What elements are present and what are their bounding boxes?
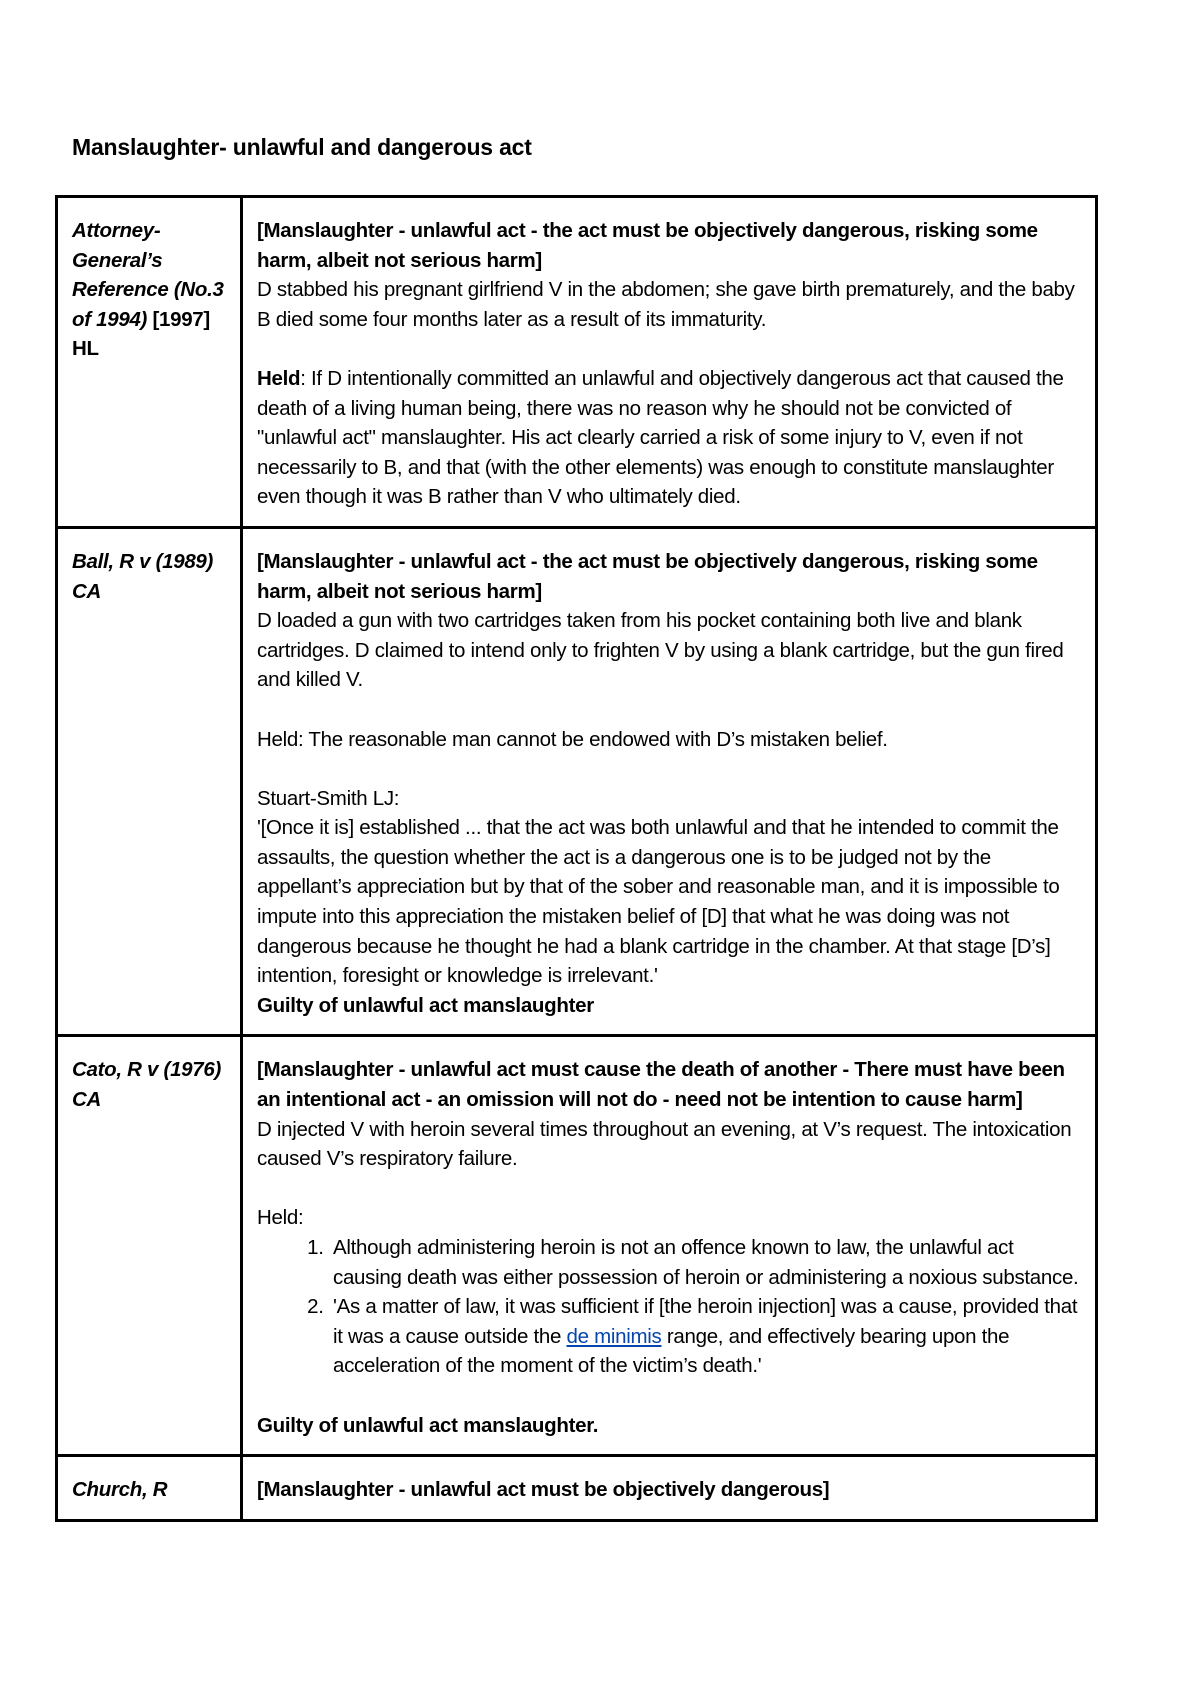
table-row (57, 197, 1097, 528)
case-detail-cell (242, 1036, 1097, 1456)
case-facts: D loaded a gun with two cartridges taken from his pocket containing both live and blank cartridges. D claimed to intend only to frighten V by using a blank cartridge, but the gun fired and killed V. (257, 609, 1064, 692)
judge-name: Stuart-Smith LJ: (257, 786, 400, 810)
case-heading: [Manslaughter - unlawful act must be objectively dangerous] (257, 1478, 830, 1502)
case-facts: D injected V with heroin several times throughout an evening, at V’s request. The intoxication caused V’s respiratory failure. (257, 1117, 1072, 1171)
case-verdict: Guilty of unlawful act manslaughter (257, 993, 594, 1017)
case-name: Ball, R v (1989) CA (72, 549, 214, 603)
case-held (257, 364, 1085, 512)
de-minimis-link[interactable]: de minimis (566, 1324, 662, 1348)
table-row (57, 1036, 1097, 1456)
held-list (257, 1233, 1085, 1381)
case-table (55, 195, 1098, 1522)
case-name-cell (57, 1456, 242, 1521)
held-label: Held (257, 366, 301, 390)
case-detail-cell (242, 527, 1097, 1036)
held-text: : If D intentionally committed an unlawful and objectively dangerous act that caused the death of a living human being, there was no reason why he should not be convicted of "unlawful act" manslaughter. His act clearly carried a risk of some injury to V, even if not necessarily to B, and that (with the other elements) was enough to constitute manslaughter even though it was B rather than V who ultimately died. (257, 366, 1064, 509)
case-verdict: Guilty of unlawful act manslaughter. (257, 1413, 599, 1437)
case-name-cell (57, 197, 242, 528)
judge-quote: '[Once it is] established ... that the act was both unlawful and that he intended to commit the assaults, the question whether the act is a dangerous one is to be judged not by the appellant’s appreciation but by that of the sober and reasonable man, and it is impossible to impute into this appreciation the mistaken belief of [D] that what he was doing was not dangerous because he thought he had a blank cartridge in the chamber. At that stage [D’s] intention, foresight or knowledge is irrelevant.' (257, 816, 1060, 988)
case-held: Held: The reasonable man cannot be endowed with D’s mistaken belief. (257, 727, 888, 751)
case-heading: [Manslaughter - unlawful act - the act must be objectively dangerous, risking some harm, albeit not serious harm] (257, 549, 1038, 603)
list-item: 2. 'As a matter of law, it was sufficient if [the heroin injection] was a cause, provided that it was a cause outside the de minimis range, and effectively bearing upon the acceleration of the moment of the victim’s death.' (329, 1292, 1085, 1381)
case-name-cell (57, 527, 242, 1036)
held-label: Held: (257, 1206, 304, 1230)
case-heading: [Manslaughter - unlawful act - the act must be objectively dangerous, risking some harm, albeit not serious harm] (257, 219, 1038, 272)
case-citation: [1997] HL (72, 307, 210, 361)
case-detail-cell (242, 197, 1097, 528)
case-heading: [Manslaughter - unlawful act must cause the death of another - There must have been an intentional act - an omission will not do - need not be intention to cause harm] (257, 1058, 1065, 1112)
case-facts: D stabbed his pregnant girlfriend V in the abdomen; she gave birth prematurely, and the baby B died some four months later as a result of its immaturity. (257, 278, 1075, 331)
case-detail-cell (242, 1456, 1097, 1521)
list-item: 1. Although administering heroin is not an offence known to law, the unlawful act causing death was either possession of heroin or administering a noxious substance. (329, 1233, 1085, 1292)
case-name: Church, R (72, 1478, 168, 1502)
table-row (57, 527, 1097, 1036)
case-name: Attorney-General’s Reference (No.3 of 1994) (72, 219, 224, 331)
page-title: Manslaughter- unlawful and dangerous act (72, 134, 532, 160)
case-name-cell (57, 1036, 242, 1456)
case-name: Cato, R v (1976) CA (72, 1058, 222, 1112)
table-row (57, 1456, 1097, 1521)
